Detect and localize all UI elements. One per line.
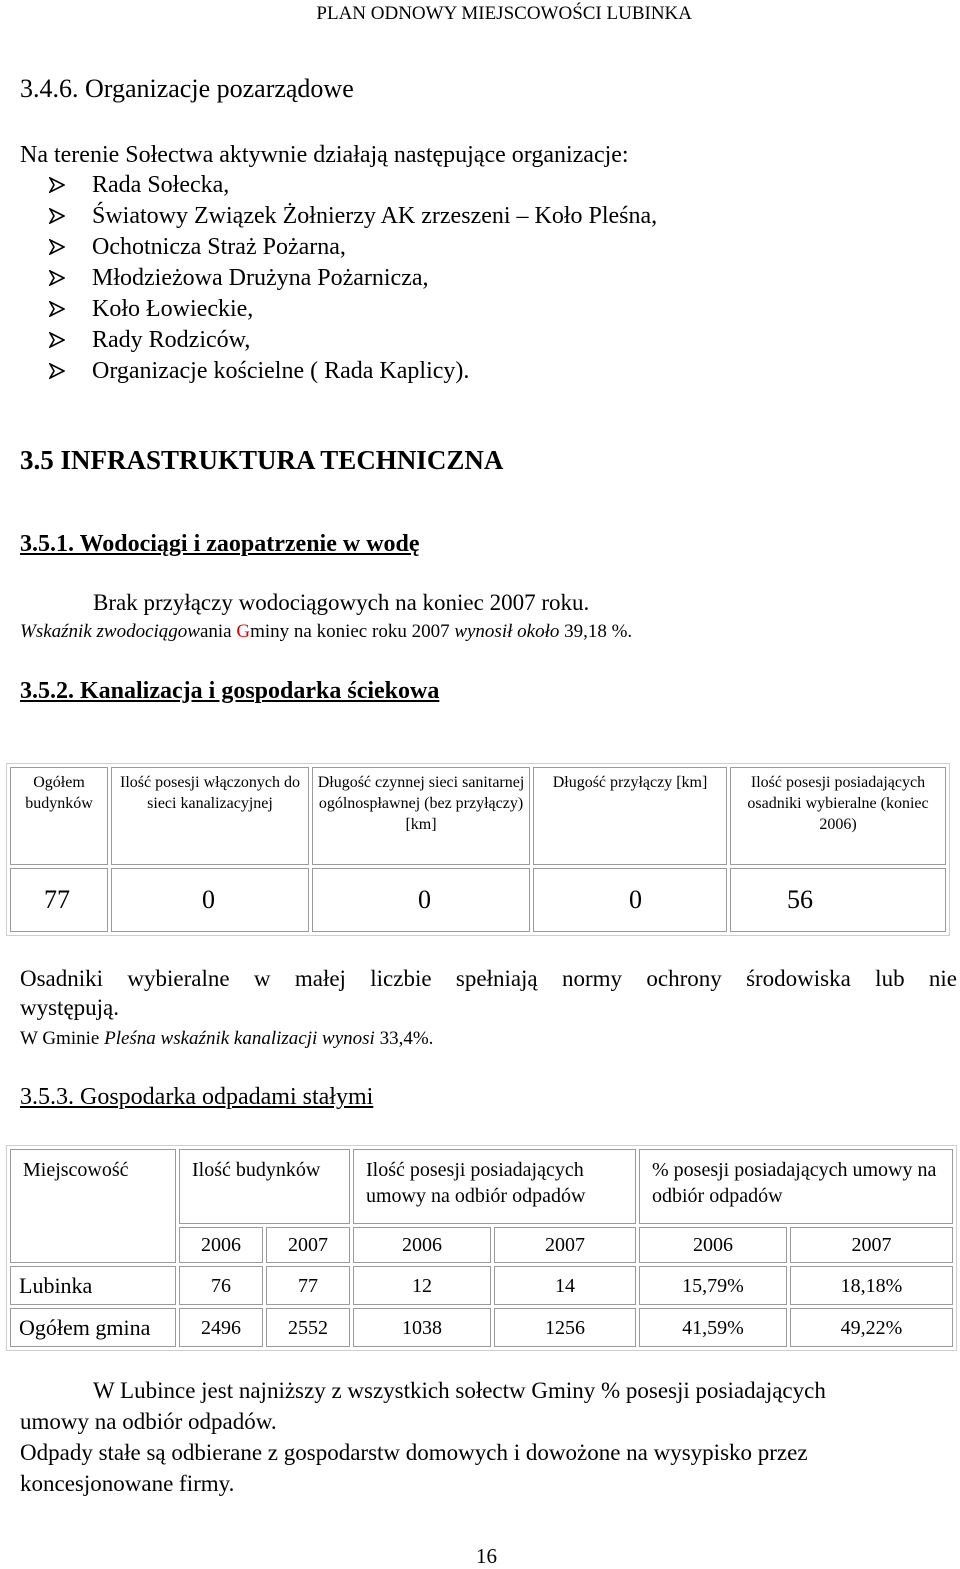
table-cell: 2496 — [179, 1308, 263, 1347]
year-cell: 2007 — [494, 1227, 636, 1263]
table-cell: 1038 — [353, 1308, 491, 1347]
list-item — [20, 232, 657, 263]
waste-paragraph-line3: Odpady stałe są odbierane z gospodarstw domowych i dowożone na wysypisko przez — [20, 1440, 808, 1465]
list-item-label: Młodzieżowa Drużyna Pożarnicza, — [92, 265, 429, 291]
water-indicator-text — [20, 621, 632, 643]
indicator-value: 33,4%. — [379, 1028, 434, 1049]
page-header: PLAN ODNOWY MIEJSCOWOŚCI LUBINKA — [316, 3, 692, 24]
table-cell: 49,22% — [790, 1308, 953, 1347]
subsection-heading-sewer: 3.5.2. Kanalizacja i gospodarka ściekowa — [20, 678, 440, 704]
table-cell: 18,18% — [790, 1266, 953, 1305]
list-item-label: Rada Sołecka, — [92, 172, 230, 198]
list-item-label: Ochotnicza Straż Pożarna, — [92, 234, 346, 260]
table-cell: 77 — [266, 1266, 350, 1305]
table-cell: 14 — [494, 1266, 636, 1305]
table-header-cell: Długość przyłączy [km] — [533, 767, 727, 865]
section-heading-infrastructure: 3.5 INFRASTRUKTURA TECHNICZNA — [20, 445, 504, 475]
section-heading-organizations: 3.4.6. Organizacje pozarządowe — [20, 74, 354, 103]
table-row — [10, 1266, 953, 1305]
list-item — [20, 325, 657, 356]
list-item — [20, 356, 657, 387]
table-header-cell: Ogółem budynków — [10, 767, 108, 865]
waste-paragraph-line1: W Lubince jest najniższy z wszystkich sołectw Gminy % posesji posiadających — [93, 1378, 826, 1403]
indicator-italic-part: Pleśna wskaźnik kanalizacji wynosi — [104, 1028, 380, 1049]
table-cell: 77 — [10, 868, 108, 932]
list-item-label: Koło Łowieckie, — [92, 296, 254, 322]
waste-paragraph-line2: umowy na odbiór odpadów. — [20, 1409, 277, 1434]
table-row — [10, 1308, 953, 1347]
table-header-row — [10, 1149, 953, 1224]
list-item — [20, 294, 657, 325]
page-number: 16 — [476, 1544, 497, 1568]
indicator-part: ania — [199, 621, 237, 642]
sewer-indicator-text — [20, 1028, 433, 1050]
table-cell: 0 — [312, 868, 530, 932]
table-header-row — [10, 767, 946, 865]
table-cell: 0 — [533, 868, 727, 932]
table-cell: 41,59% — [639, 1308, 787, 1347]
year-cell: 2006 — [353, 1227, 491, 1263]
list-item-label: Organizacje kościelne ( Rada Kaplicy). — [92, 358, 470, 384]
organizations-list — [20, 170, 657, 387]
list-item-label: Światowy Związek Żołnierzy AK zrzeszeni – Koło Pleśna, — [92, 203, 658, 229]
waste-paragraph-line4: koncesjonowane firmy. — [20, 1471, 235, 1496]
septic-note-line2: występują. — [20, 995, 120, 1020]
row-name-cell: Ogółem gmina — [10, 1308, 176, 1347]
water-connections-text: Brak przyłączy wodociągowych na koniec 2007 roku. — [93, 590, 590, 615]
year-cell: 2006 — [179, 1227, 263, 1263]
arrowhead-bullet-icon — [49, 177, 65, 193]
table-cell: 56 — [730, 868, 946, 932]
arrowhead-bullet-icon — [49, 301, 65, 317]
table-header-cell: Długość czynnej sieci sanitarnej ogólnospławnej (bez przyłączy) [km] — [312, 767, 530, 865]
table-header-cell: Ilość posesji włączonych do sieci kanalizacyjnej — [111, 767, 309, 865]
table-cell: 15,79% — [639, 1266, 787, 1305]
table-cell: 2552 — [266, 1308, 350, 1347]
indicator-italic-part: Wskaźnik zwodociągow — [20, 621, 200, 642]
arrowhead-bullet-icon — [49, 239, 65, 255]
table-header-cell: Ilość posesji posiadających osadniki wybieralne (koniec 2006) — [730, 767, 946, 865]
row-name-cell: Lubinka — [10, 1266, 176, 1305]
organizations-intro: Na terenie Sołectwa aktywnie działają następujące organizacje: — [20, 142, 629, 168]
table-row — [10, 868, 946, 932]
arrowhead-bullet-icon — [49, 332, 65, 348]
subsection-heading-waste: 3.5.3. Gospodarka odpadami stałymi — [20, 1084, 374, 1110]
table-cell: 0 — [111, 868, 309, 932]
arrowhead-bullet-icon — [49, 270, 65, 286]
list-item — [20, 170, 657, 201]
table-cell: 76 — [179, 1266, 263, 1305]
year-cell: 2007 — [266, 1227, 350, 1263]
septic-note-line1: Osadniki wybieralne w małej liczbie spełniają normy ochrony środowiska lub nie — [20, 966, 957, 991]
list-item — [20, 201, 657, 232]
table-header-cell: Miejscowość — [10, 1149, 176, 1263]
subsection-heading-water: 3.5.1. Wodociągi i zaopatrzenie w wodę — [20, 531, 420, 557]
waste-table — [6, 1145, 957, 1351]
indicator-italic-part: wynosił około — [454, 621, 565, 642]
table-cell: 1256 — [494, 1308, 636, 1347]
list-item — [20, 263, 657, 294]
table-header-cell: Ilość budynków — [179, 1149, 350, 1224]
year-cell: 2007 — [790, 1227, 953, 1263]
list-item-label: Rady Rodziców, — [92, 327, 251, 353]
sewer-table — [6, 763, 950, 936]
indicator-part: miny na koniec roku 2007 — [250, 621, 455, 642]
arrowhead-bullet-icon — [49, 363, 65, 379]
indicator-part: W Gminie — [20, 1028, 105, 1049]
table-header-cell: Ilość posesji posiadających umowy na odbiór odpadów — [353, 1149, 636, 1224]
table-cell: 12 — [353, 1266, 491, 1305]
table-header-cell: % posesji posiadających umowy na odbiór odpadów — [639, 1149, 953, 1224]
arrowhead-bullet-icon — [49, 208, 65, 224]
indicator-value: 39,18 %. — [564, 621, 633, 642]
indicator-red-letter: G — [236, 621, 251, 642]
year-cell: 2006 — [639, 1227, 787, 1263]
